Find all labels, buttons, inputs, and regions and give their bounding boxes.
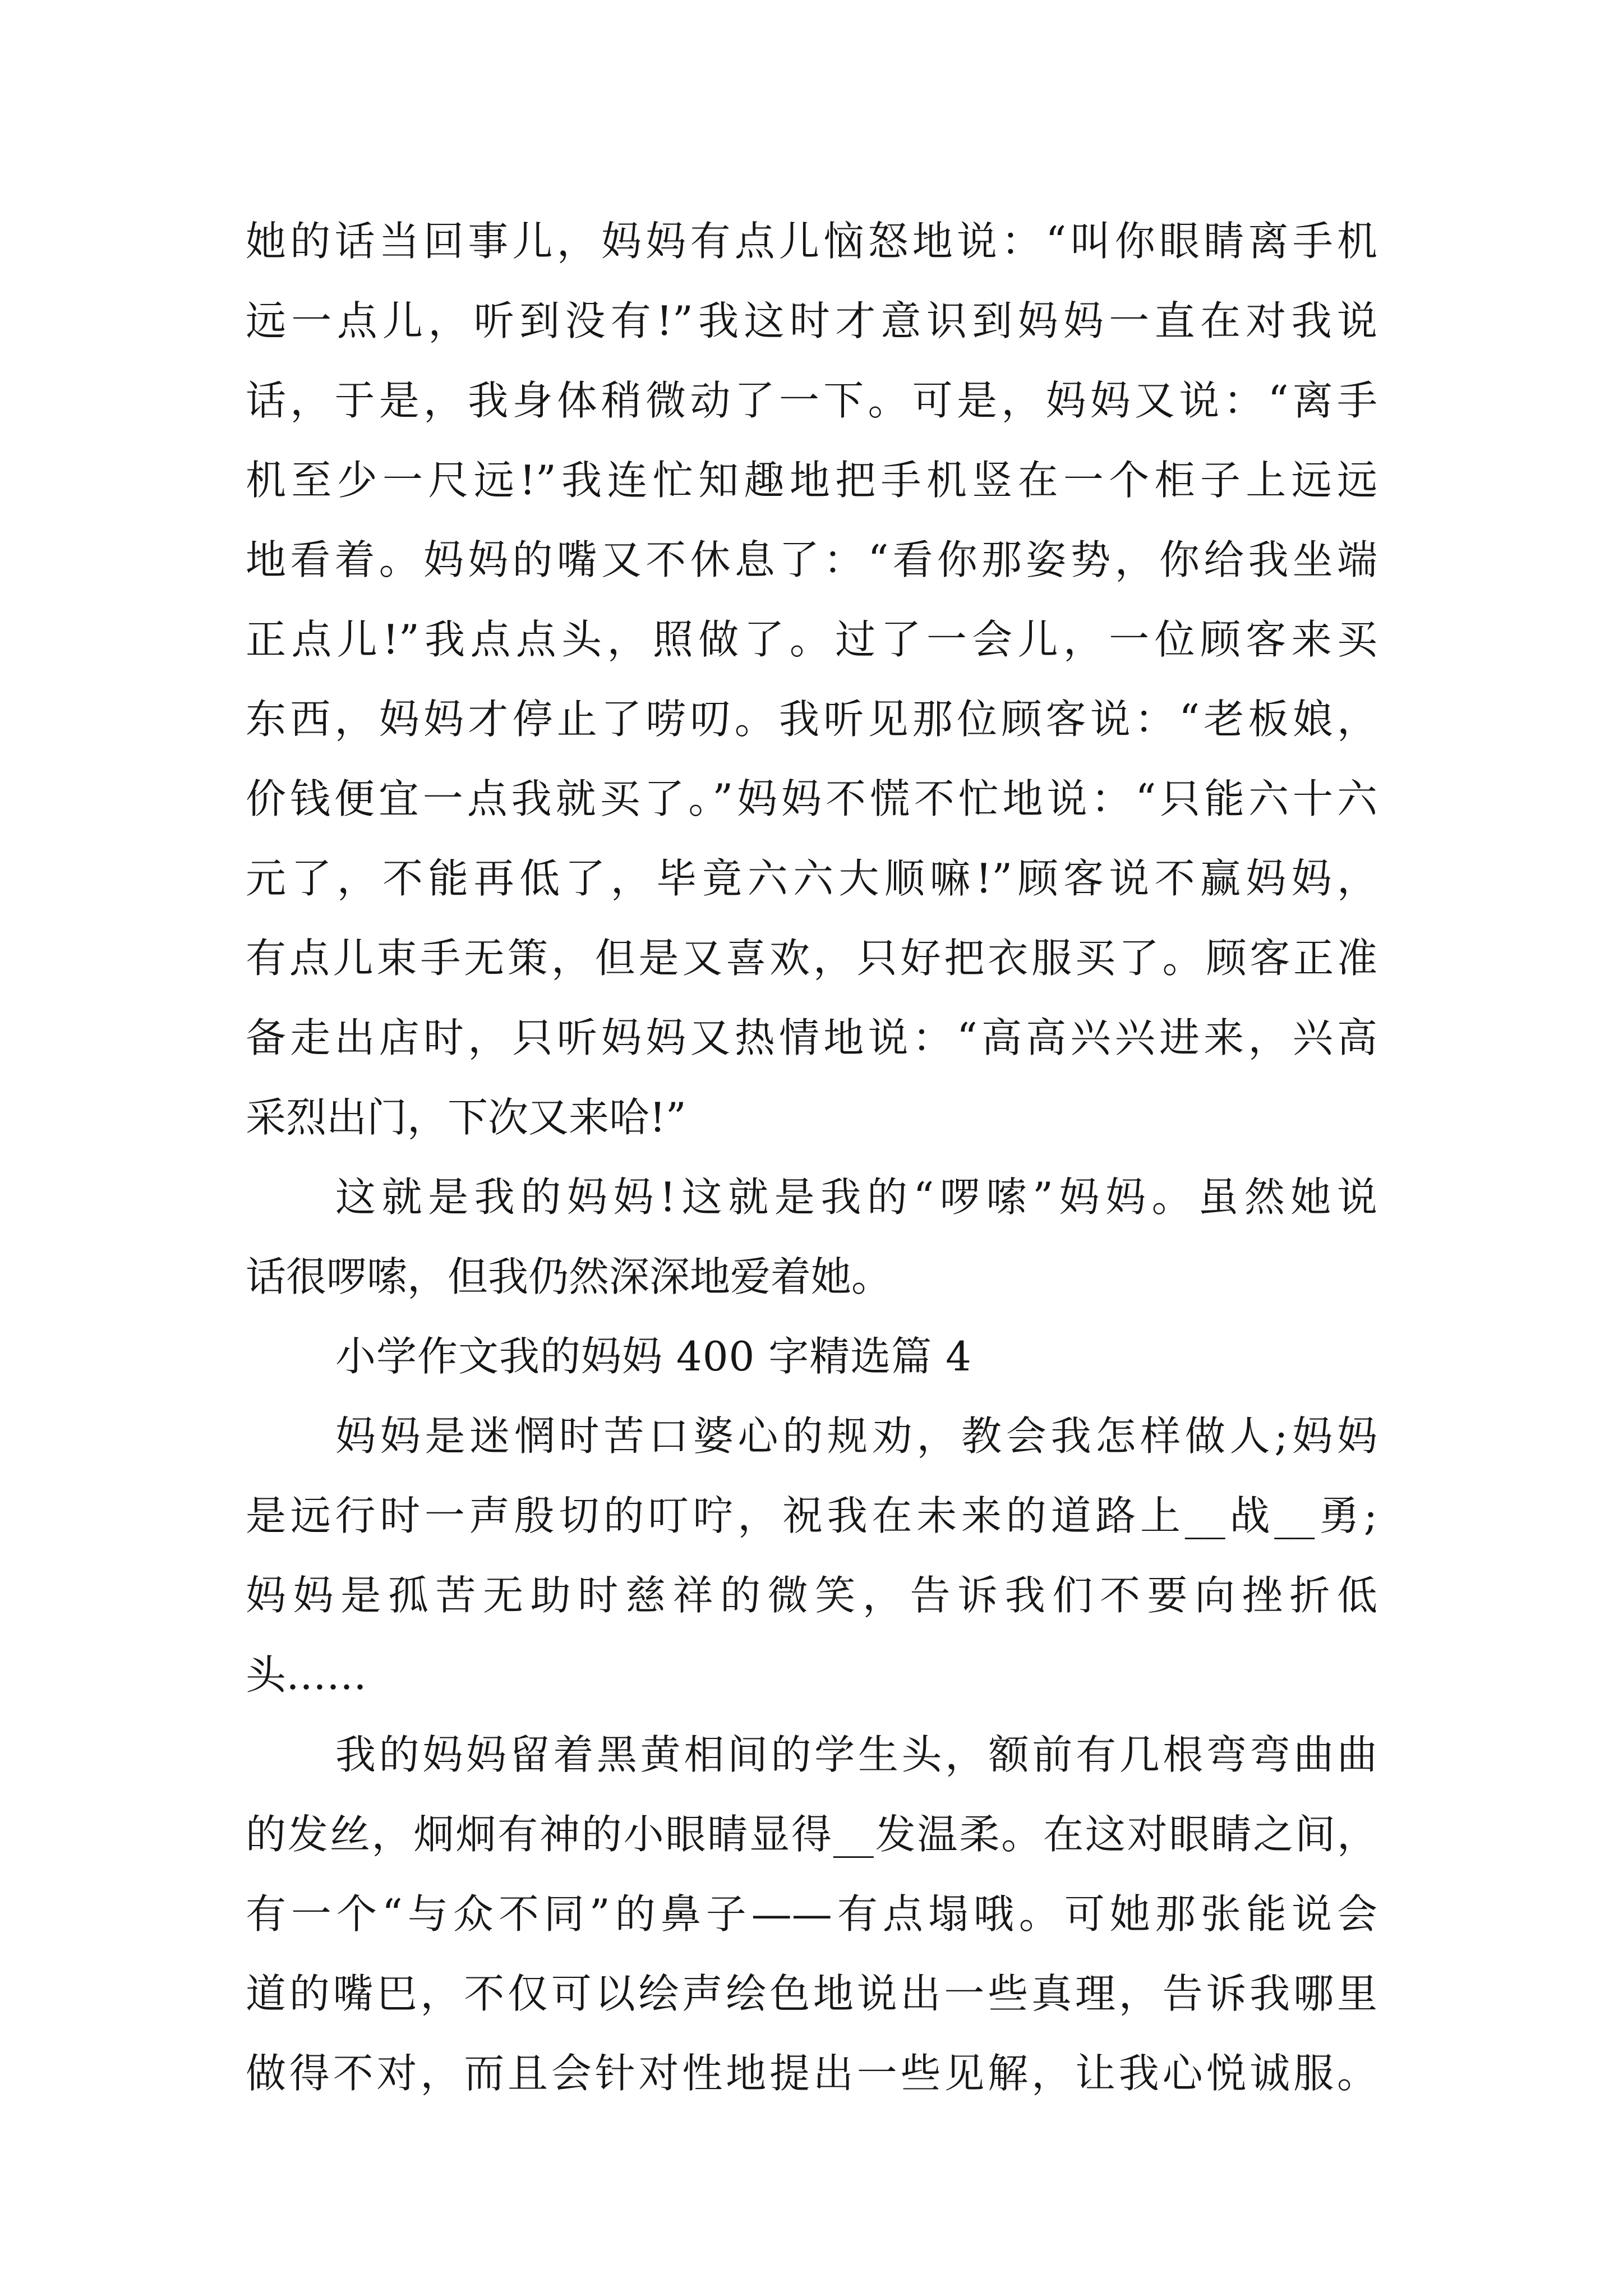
text-line: 做得不对，而且会针对性地提出一些见解，让我心悦诚服。	[246, 2050, 1377, 2097]
text-line: 元了，不能再低了，毕竟六六大顺嘛!”顾客说不赢妈妈，	[246, 855, 1377, 902]
text-line: 远一点儿，听到没有!”我这时才意识到妈妈一直在对我说	[246, 297, 1377, 344]
text-line: 备走出店时，只听妈妈又热情地说：“高高兴兴进来，兴高	[246, 1014, 1377, 1061]
paragraph-first-line: 我的妈妈留着黑黄相间的学生头，额前有几根弯弯曲曲	[335, 1731, 1377, 1778]
text-line: 有点儿束手无策，但是又喜欢，只好把衣服买了。顾客正准	[246, 935, 1377, 982]
text-line: 的发丝，炯炯有神的小眼睛显得__发温柔。在这对眼睛之间，	[246, 1811, 1377, 1858]
text-line: 是远行时一声殷切的叮咛，祝我在未来的道路上__战__勇;	[246, 1492, 1377, 1539]
text-line: 话很啰嗦，但我仍然深深地爱着她。	[246, 1253, 892, 1300]
section-heading: 小学作文我的妈妈 400 字精选篇 4	[335, 1333, 972, 1380]
text-line: 正点儿!”我点点头，照做了。过了一会儿，一位顾客来买	[246, 616, 1377, 663]
text-line: 话，于是，我身体稍微动了一下。可是，妈妈又说：“离手	[246, 377, 1377, 424]
paragraph-first-line: 妈妈是迷惘时苦口婆心的规劝，教会我怎样做人;妈妈	[335, 1412, 1377, 1460]
text-line: 头……	[246, 1651, 367, 1699]
text-line: 东西，妈妈才停止了唠叨。我听见那位顾客说：“老板娘，	[246, 696, 1377, 743]
text-line: 价钱便宜一点我就买了。”妈妈不慌不忙地说：“只能六十六	[246, 775, 1377, 822]
text-line: 采烈出门，下次又来哈!”	[246, 1094, 686, 1141]
text-line: 道的嘴巴，不仅可以绘声绘色地说出一些真理，告诉我哪里	[246, 1970, 1377, 2017]
text-line: 有一个“与众不同”的鼻子——有点塌哦。可她那张能说会	[246, 1890, 1377, 1938]
text-line: 地看着。妈妈的嘴又不休息了：“看你那姿势，你给我坐端	[246, 536, 1377, 583]
text-line: 妈妈是孤苦无助时慈祥的微笑，告诉我们不要向挫折低	[246, 1572, 1377, 1619]
text-line: 她的话当回事儿，妈妈有点儿恼怒地说：“叫你眼睛离手机	[246, 218, 1377, 265]
text-line: 机至少一尺远!”我连忙知趣地把手机竖在一个柜子上远远	[246, 457, 1377, 504]
paragraph-first-line: 这就是我的妈妈!这就是我的“啰嗦”妈妈。虽然她说	[335, 1174, 1377, 1221]
